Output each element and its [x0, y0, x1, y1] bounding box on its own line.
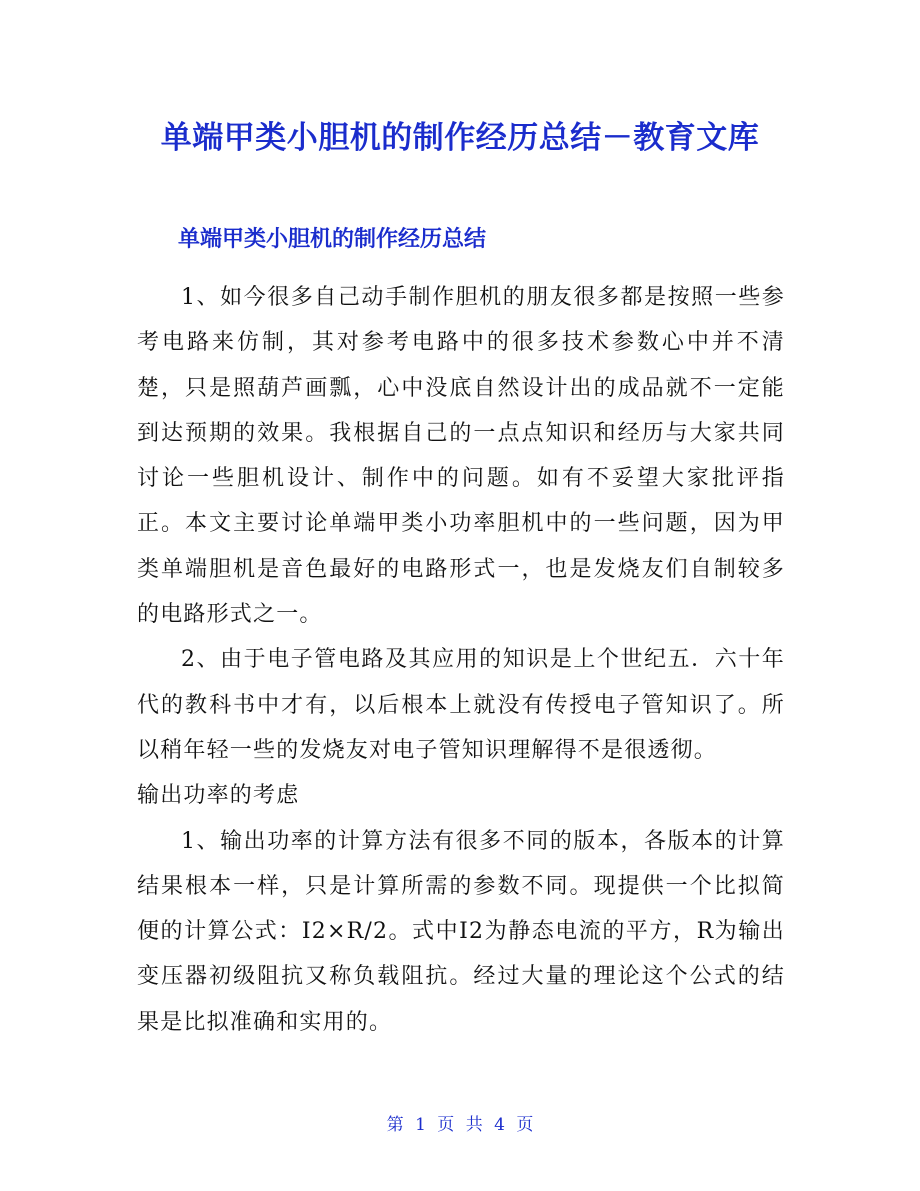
section-heading: 单端甲类小胆机的制作经历总结: [178, 227, 487, 252]
paragraph-intro: 1、如今很多自己动手制作胆机的朋友很多都是按照一些参考电路来仿制，其对参考电路中的很多技术参数心中并不清楚，只是照葫芦画瓢，心中没底自然设计出的成品就不一定能到达预期的效果。我根据自己的一点点知识和经历与大家共同讨论一些胆机设计、制作中的问题。如有不妥望大家批评指正。本文主要讨论单端甲类小功率胆机中的一些问题，因为甲类单端胆机是音色最好的电路形式一，也是发烧友们自制较多的电路形式之一。: [137, 285, 785, 628]
page-number-footer: 第 1 页 共 4 页: [386, 1115, 534, 1135]
document-body: [137, 275, 785, 1045]
paragraph-output-power: 1、输出功率的计算方法有很多不同的版本，各版本的计算结果根本一样，只是计算所需的参数不同。现提供一个比拟简便的计算公式：I2×R/2。式中I2为静态电流的平方，R为输出变压器初级阻抗又称负载阻抗。经过大量的理论这个公式的结果是比拟准确和实用的。: [137, 828, 785, 1035]
document-title: 单端甲类小胆机的制作经历总结－教育文库: [160, 120, 760, 156]
subheading-output-power: 输出功率的考虑: [137, 783, 300, 809]
paragraph-history: 2、由于电子管电路及其应用的知识是上个世纪五．六十年代的教科书中才有，以后根本上就没有传授电子管知识了。所以稍年轻一些的发烧友对电子管知识理解得不是很透彻。: [137, 647, 785, 763]
